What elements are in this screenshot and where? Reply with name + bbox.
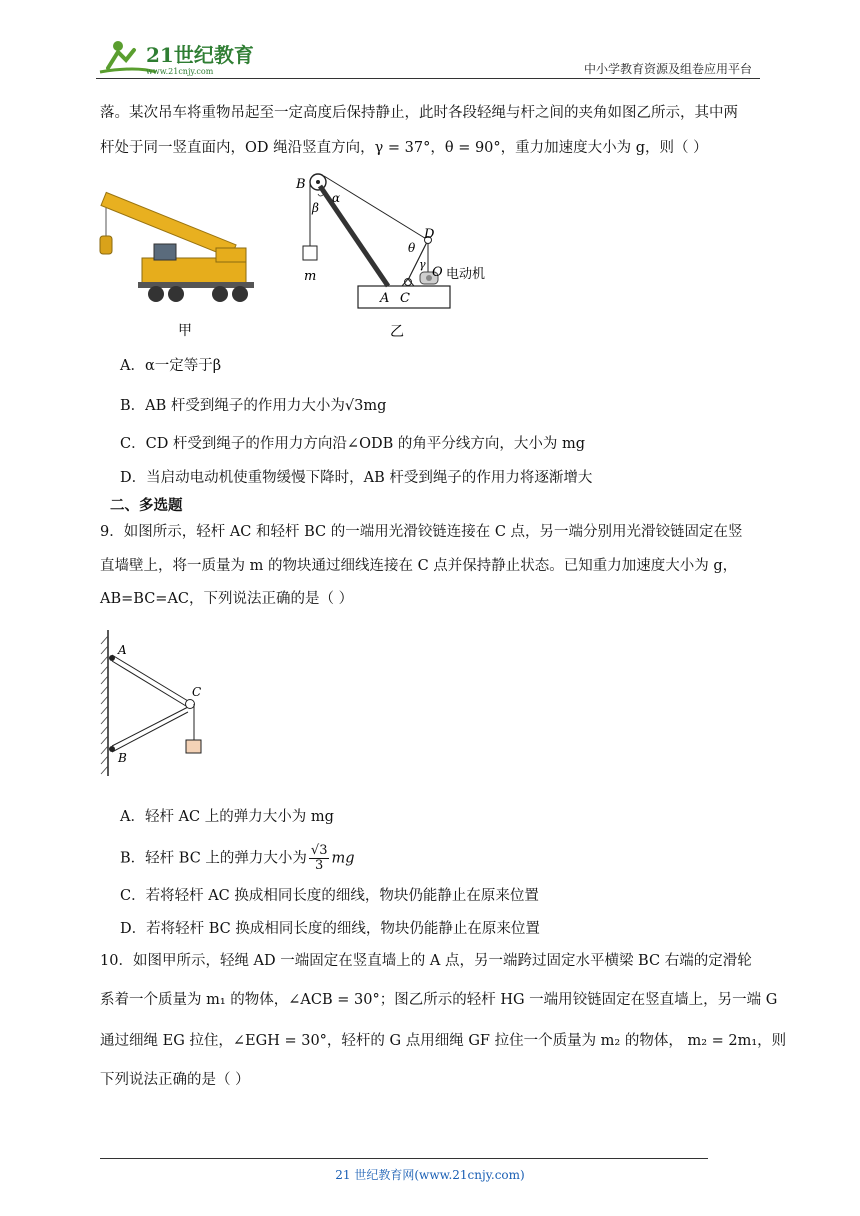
footer-divider <box>100 1158 708 1159</box>
fraction <box>309 844 330 873</box>
q10-text-line4: 下列说法正确的是（ ） <box>100 1072 250 1088</box>
rod-triangle-figure <box>96 628 226 780</box>
fig-jia-label: 甲 <box>178 323 192 338</box>
q8-option-a: A．α一定等于β <box>120 358 222 374</box>
q10-text-line2: 系着一个质量为 m₁ 的物体，∠ACB = 30°；图乙所示的轻杆 HG 一端用铰链固定在竖直墙上，另一端 G <box>100 992 778 1008</box>
q9-option-c: C．若将轻杆 AC 换成相同长度的细线，物块仍能静止在原来位置 <box>120 888 539 904</box>
q9-text-line2: 直墙壁上，将一质量为 m 的物块通过细线连接在 C 点并保持静止状态。已知重力加速度大小为 g， <box>100 558 738 574</box>
label-alpha: α <box>332 191 341 205</box>
label-A: A <box>118 643 127 657</box>
header-divider <box>96 78 760 79</box>
q9-option-d: D．若将轻杆 BC 换成相同长度的细线，物块仍能静止在原来位置 <box>120 921 540 937</box>
label-C: C <box>400 291 410 306</box>
q8-option-d: D．当启动电动机使重物缓慢下降时，AB 杆受到绳子的作用力将逐渐增大 <box>120 470 593 486</box>
q8-option-c: C．CD 杆受到绳子的作用力方向沿∠ODB 的角平分线方向，大小为 mg <box>120 436 585 452</box>
label-m: m <box>304 269 317 284</box>
q9-option-b-unit: mg <box>331 850 355 867</box>
q9-text-line3: AB=BC=AC，下列说法正确的是（ ） <box>100 591 354 607</box>
footer-link[interactable]: 21 世纪教育网(www.21cnjy.com) <box>335 1168 525 1182</box>
fraction-denominator: 3 <box>315 858 324 873</box>
q8-option-b: B．AB 杆受到绳子的作用力大小为√3mg <box>120 398 387 414</box>
section-heading: 二、多选题 <box>110 498 183 514</box>
logo-url: www.21cnjy.com <box>146 67 214 76</box>
label-B: B <box>118 751 127 765</box>
q10-text-line3: 通过细绳 EG 拉住，∠EGH = 30°，轻杆的 G 点用细绳 GF 拉住一个质量为 m₂ 的物体， m₂ = 2m₁，则 <box>100 1033 787 1049</box>
q9-option-b <box>120 844 355 873</box>
logo-title: 21世纪教育 <box>146 43 254 67</box>
site-logo <box>96 38 266 78</box>
q8-text-line1: 落。某次吊车将重物吊起至一定高度后保持静止，此时各段轻绳与杆之间的夹角如图乙所示，其中两 <box>100 105 738 121</box>
q9-option-b-text: B．轻杆 BC 上的弹力大小为 <box>120 850 307 867</box>
label-theta: θ <box>408 241 416 255</box>
label-D: D <box>424 227 435 242</box>
label-A: A <box>380 291 390 306</box>
crane-truck-figure <box>98 178 268 338</box>
fig-yi-label: 乙 <box>390 324 404 340</box>
header-platform-text: 中小学教育资源及组卷应用平台 <box>583 62 752 76</box>
fraction-numerator: √3 <box>310 843 328 858</box>
crane-schematic-figure <box>290 168 520 340</box>
q9-text-line1: 9．如图所示，轻杆 AC 和轻杆 BC 的一端用光滑铰链连接在 C 点，另一端分别用光滑铰链固定在竖 <box>100 524 743 540</box>
label-C: C <box>192 685 202 699</box>
label-gamma: γ <box>419 258 426 271</box>
q9-option-a: A．轻杆 AC 上的弹力大小为 mg <box>120 809 334 825</box>
label-O: O <box>432 265 443 280</box>
q8-text-line2: 杆处于同一竖直面内，OD 绳沿竖直方向，γ = 37°，θ = 90°，重力加速度大小为 g，则（ ） <box>100 140 708 156</box>
label-motor: 电动机 <box>446 267 486 282</box>
label-B: B <box>296 177 306 192</box>
q10-text-line1: 10．如图甲所示，轻绳 AD 一端固定在竖直墙上的 A 点，另一端跨过固定水平横梁 BC 右端的定滑轮 <box>100 953 752 969</box>
label-beta: β <box>312 201 319 215</box>
